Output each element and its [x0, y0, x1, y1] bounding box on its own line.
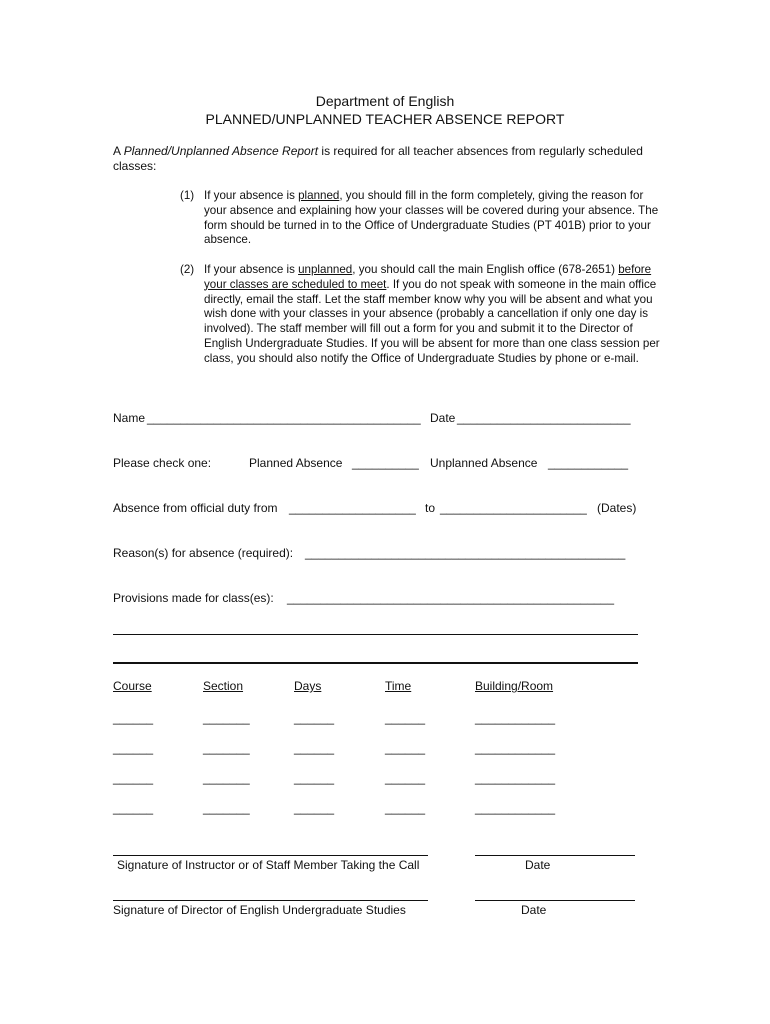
item-rest: . If you do not speak with someone in the main office directly, email the staff. Let the staff member know why you will be absent and what you wish done with your classes in your absence (probably a cancellation if only one day is involved). The staff member will fill out a form for you and submit it to the Director of English Undergraduate Studies. If you will be absent for more than one class session per class, you should also notify the Office of Undergraduate Studies by phone or e-mail.	[204, 277, 660, 365]
provisions-label: Provisions made for class(es):	[113, 591, 274, 605]
item-keyword: planned	[298, 189, 340, 202]
col-header-course: Course	[113, 679, 152, 693]
item-keyword: unplanned	[298, 263, 353, 276]
intro-report-name: Planned/Unplanned Absence Report	[123, 144, 319, 158]
reasons-label: Reason(s) for absence (required):	[113, 546, 294, 560]
instructor-signature-label: Signature of Instructor or of Staff Member Taking the Call	[117, 858, 420, 872]
section-field[interactable]: _______	[203, 801, 250, 815]
to-label: to	[425, 501, 436, 515]
item-lead: If your absence is	[204, 189, 299, 202]
days-field[interactable]: ______	[294, 741, 335, 755]
course-field[interactable]: ______	[113, 711, 154, 725]
section-divider	[113, 662, 638, 664]
col-header-section: Section	[203, 679, 244, 693]
item-text	[204, 189, 662, 248]
name-label: Name	[113, 411, 146, 425]
provisions-extra-line[interactable]	[113, 634, 638, 635]
days-field[interactable]: ______	[294, 711, 335, 725]
time-field[interactable]: ______	[385, 711, 426, 725]
section-field[interactable]: _______	[203, 711, 250, 725]
dates-note: (Dates)	[597, 501, 637, 515]
building-room-field[interactable]: ____________	[475, 741, 556, 755]
name-field[interactable]: _________________________________________	[147, 411, 421, 425]
absence-from-field[interactable]: ___________________	[289, 501, 416, 515]
item-number: (1)	[180, 189, 195, 202]
item-underlined: before your classes are scheduled to meet	[204, 263, 652, 291]
form-title: PLANNED/UNPLANNED TEACHER ABSENCE REPORT	[205, 111, 565, 127]
time-field[interactable]: ______	[385, 771, 426, 785]
instructor-date-label: Date	[525, 858, 551, 872]
director-signature-label: Signature of Director of English Undergraduate Studies	[113, 903, 406, 917]
col-header-time: Time	[385, 679, 412, 693]
item-mid: , you should call the main English office (678-2651)	[352, 263, 619, 276]
course-field[interactable]: ______	[113, 801, 154, 815]
days-field[interactable]: ______	[294, 801, 335, 815]
col-header-building-room: Building/Room	[475, 679, 554, 693]
item-lead: If your absence is	[204, 263, 299, 276]
instructor-date-line[interactable]	[475, 855, 635, 856]
date-label: Date	[430, 411, 456, 425]
instruction-item-unplanned	[180, 263, 670, 383]
instructor-signature-line[interactable]	[113, 855, 428, 856]
section-field[interactable]: _______	[203, 741, 250, 755]
date-field[interactable]: __________________________	[457, 411, 631, 425]
building-room-field[interactable]: ____________	[475, 711, 556, 725]
course-field[interactable]: ______	[113, 741, 154, 755]
director-signature-line[interactable]	[113, 900, 428, 901]
provisions-field[interactable]: _________________________________________________	[287, 591, 615, 605]
col-header-days: Days	[294, 679, 322, 693]
item-number: (2)	[180, 263, 195, 276]
absence-dates-label: Absence from official duty from	[113, 501, 278, 515]
unplanned-absence-label: Unplanned Absence	[430, 456, 538, 470]
course-field[interactable]: ______	[113, 771, 154, 785]
item-text	[204, 263, 662, 367]
intro-prefix: A	[113, 144, 124, 158]
check-one-label: Please check one:	[113, 456, 212, 470]
unplanned-absence-checkbox[interactable]: ____________	[548, 456, 629, 470]
absence-to-field[interactable]: ______________________	[440, 501, 587, 515]
director-date-line[interactable]	[475, 900, 635, 901]
time-field[interactable]: ______	[385, 741, 426, 755]
reasons-field[interactable]: ________________________________________________	[305, 546, 626, 560]
intro-suffix: is required for all teacher absences from regularly scheduled classes:	[113, 144, 643, 173]
section-field[interactable]: _______	[203, 771, 250, 785]
director-date-label: Date	[521, 903, 547, 917]
department-title: Department of English	[315, 93, 455, 109]
building-room-field[interactable]: ____________	[475, 801, 556, 815]
planned-absence-label: Planned Absence	[249, 456, 343, 470]
days-field[interactable]: ______	[294, 771, 335, 785]
intro-paragraph	[113, 144, 643, 174]
planned-absence-checkbox[interactable]: __________	[352, 456, 419, 470]
instruction-item-planned	[180, 189, 670, 249]
time-field[interactable]: ______	[385, 801, 426, 815]
item-rest: , you should fill in the form completely, giving the reason for your absence and explaining how your classes will be covered during your absence. The form should be turned in to the Office of Undergraduate Studies (PT 401B) prior to your absence.	[204, 189, 659, 247]
building-room-field[interactable]: ____________	[475, 771, 556, 785]
